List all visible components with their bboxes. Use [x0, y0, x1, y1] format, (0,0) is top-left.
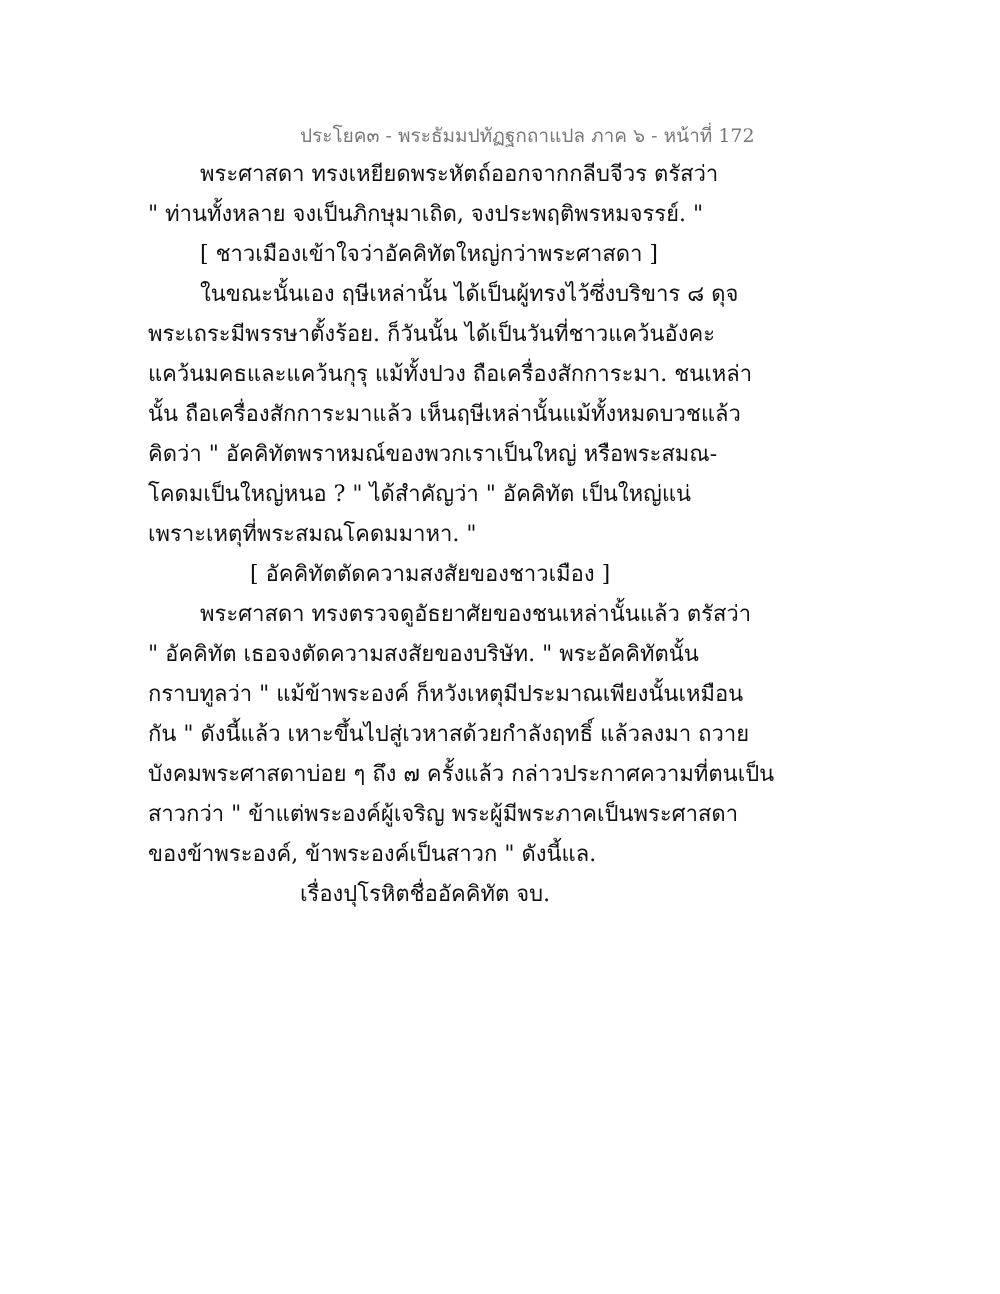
body-line-8: โคดมเป็นใหญ่หนอ ? " ได้สำคัญว่า " อัคคิทัต เป็นใหญ่แน่	[148, 482, 692, 507]
body-line-16: ของข้าพระองค์, ข้าพระองค์เป็นสาวก " ดังนี้แล.	[148, 842, 597, 867]
body-line-13: กัน " ดังนี้แล้ว เหาะขึ้นไปสู่เวหาสด้วยกำลังฤทธิ์ แล้วลงมา ถวาย	[148, 722, 750, 747]
body-line-4: พระเถระมีพรรษาตั้งร้อย. ก็วันนั้น ได้เป็นวันที่ชาวแคว้นอังคะ	[148, 322, 716, 347]
body-line-1: พระศาสดา ทรงเหยียดพระหัตถ์ออกจากกลีบจีวร ตรัสว่า	[200, 162, 719, 187]
body-line-10: พระศาสดา ทรงตรวจดูอัธยาศัยของชนเหล่านั้นแล้ว ตรัสว่า	[200, 602, 752, 627]
section-heading-2: [ อัคคิทัตตัดความสงสัยของชาวเมือง ]	[250, 562, 611, 587]
running-header: ประโยค๓ - พระธัมมปทัฏฐกถาแปล ภาค ๖ - หน้าที่ 172	[300, 125, 755, 147]
body-line-15: สาวกว่า " ข้าแต่พระองค์ผู้เจริญ พระผู้มีพระภาคเป็นพระศาสดา	[148, 802, 739, 827]
body-line-2: " ท่านทั้งหลาย จงเป็นภิกษุมาเถิด, จงประพฤติพรหมจรรย์. "	[148, 202, 704, 227]
body-line-5: แคว้นมคธและแคว้นกุรุ แม้ทั้งปวง ถือเครื่องสักการะมา. ชนเหล่า	[148, 362, 753, 387]
story-end-line: เรื่องปุโรหิตชื่ออัคคิทัต จบ.	[300, 882, 551, 907]
body-line-12: กราบทูลว่า " แม้ข้าพระองค์ ก็หวังเหตุมีประมาณเพียงนั้นเหมือน	[148, 682, 744, 707]
body-line-14: บังคมพระศาสดาบ่อย ๆ ถึง ๗ ครั้งแล้ว กล่าวประกาศความที่ตนเป็น	[148, 762, 775, 787]
body-line-7: คิดว่า " อัคคิทัตพราหมณ์ของพวกเราเป็นใหญ่ หรือพระสมณ-	[148, 442, 718, 467]
body-line-9: เพราะเหตุที่พระสมณโคดมมาหา. "	[148, 522, 477, 547]
body-line-3: ในขณะนั้นเอง ฤษีเหล่านั้น ได้เป็นผู้ทรงไว้ซึ่งบริขาร ๘ ดุจ	[200, 282, 739, 307]
body-line-11: " อัคคิทัต เธอจงตัดความสงสัยของบริษัท. " พระอัคคิทัตนั้น	[148, 642, 699, 667]
section-heading-1: [ ชาวเมืองเข้าใจว่าอัคคิทัตใหญ่กว่าพระศาสดา ]	[200, 242, 658, 267]
body-line-6: นั้น ถือเครื่องสักการะมาแล้ว เห็นฤษีเหล่านั้นแม้ทั้งหมดบวชแล้ว	[148, 402, 741, 427]
